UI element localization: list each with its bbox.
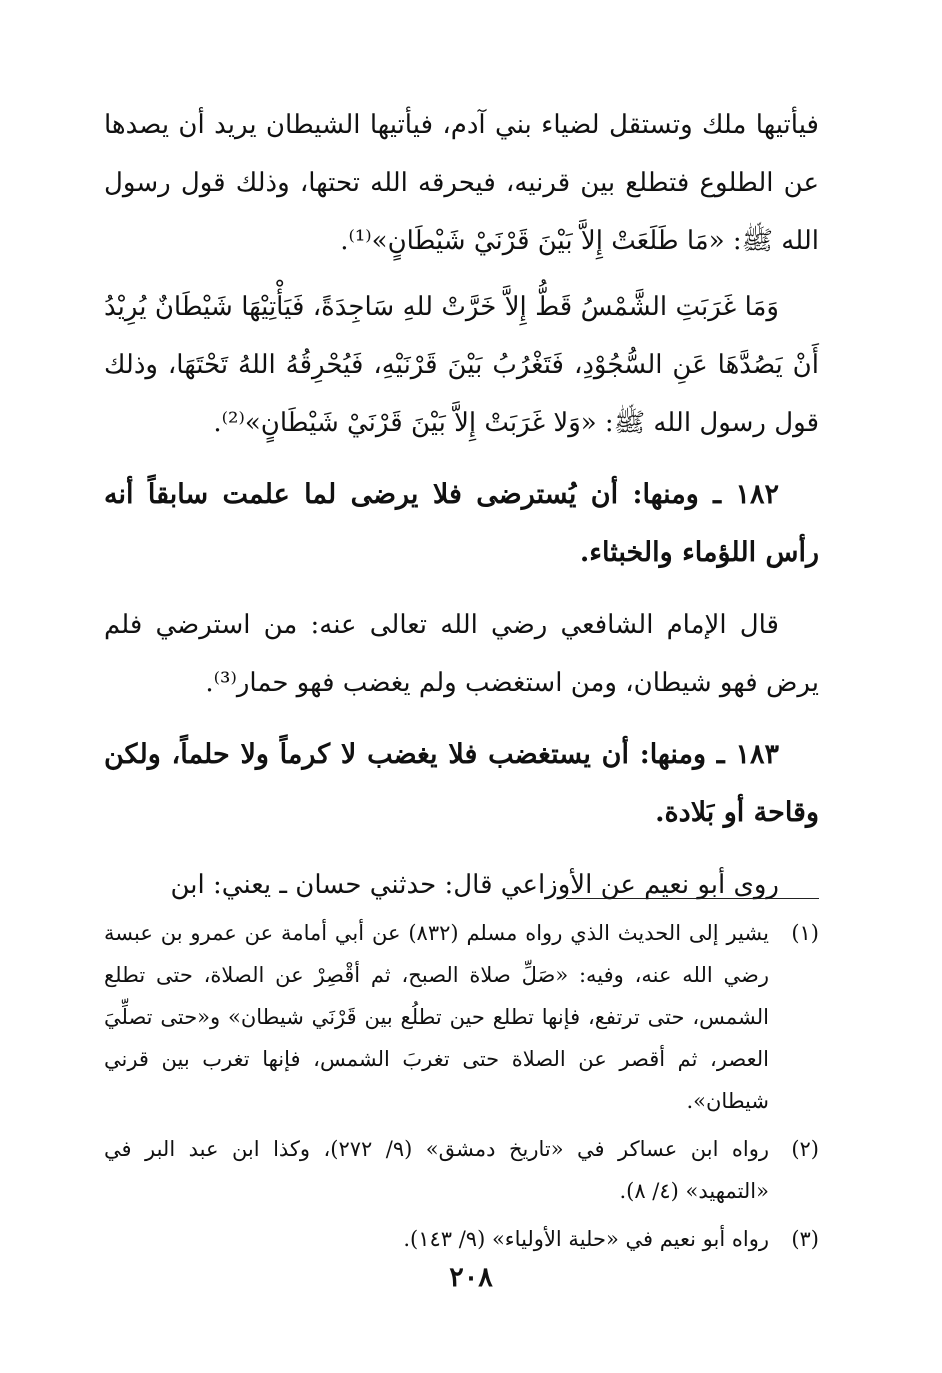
section-heading-183: ١٨٣ ـ ومنها: أن يستغضب فلا يغضب لا كرماً ولا حلماً، ولكن وقاحة أو بَلادة. <box>104 739 819 828</box>
footnote-1 <box>104 912 819 1122</box>
footnote-text: رواه أبو نعيم في «حلية الأولياء» (٩/ ١٤٣). <box>403 1227 769 1251</box>
page-number: ٢٠٨ <box>449 1262 493 1293</box>
footnote-number: (٣) <box>791 1227 819 1251</box>
footnote-number: (١) <box>791 921 819 945</box>
footnote-divider <box>566 898 819 899</box>
footnotes <box>104 912 819 1266</box>
paragraph-shafii: قال الإمام الشافعي رضي الله تعالى عنه: من استرضي فلم يرض فهو شيطان، ومن استغضب ولم يغضب فهو حمار⁽³⁾. <box>104 610 819 698</box>
footnote-3 <box>104 1218 819 1260</box>
paragraph-abu-nuaym: روى أبو نعيم عن الأوزاعي قال: حدثني حسان ـ يعني: ابن <box>170 870 779 900</box>
footnote-number: (٢) <box>791 1137 819 1161</box>
footnote-text: يشير إلى الحديث الذي رواه مسلم (٨٣٢) عن أبي أمامة عن عمرو بن عبسة رضي الله عنه، وفيه: «صَلِّ صلاة الصبح، ثم أقْصِرْ عن الصلاة، حتى تطلع الشمس، حتى ترتفع، فإنها تطلع حين تطلُع بين قَرْنَي شيطان» و«حتى تصلِّيَ العصر، ثم أقصر عن الصلاة حتى تغربَ الشمس، فإنها تغرب بين قرني شيطان». <box>104 921 770 1113</box>
footnote-text: رواه ابن عساكر في «تاريخ دمشق» (٩/ ٢٧٢)، وكذا ابن عبد البر في «التمهيد» (٤/ ٨). <box>104 1137 769 1203</box>
paragraph-sunrise: فيأتيها ملك وتستقل لضياء بني آدم، فيأتيها الشيطان يريد أن يصدها عن الطلوع فتطلع بين قرنيه، فيحرقه الله تحتها، وذلك قول رسول الله ﷺ: «مَا طَلَعَتْ إِلاَّ بَيْنَ قَرْنَيْ شَيْطَانٍ»⁽¹⁾. <box>104 110 819 256</box>
main-text <box>104 96 819 914</box>
section-heading-182: ١٨٢ ـ ومنها: أن يُسترضى فلا يرضى لما علمت سابقاً أنه رأس اللؤماء والخبثاء. <box>104 479 819 568</box>
paragraph-sunset: وَمَا غَرَبَتِ الشَّمْسُ قَطُّ إِلاَّ خَرَّتْ للهِ سَاجِدَةً، فَيَأْتِيْهَا شَيْطَانٌ يُرِيْدُ أَنْ يَصُدَّهَا عَنِ السُّجُوْدِ، فَتَغْرُبُ بَيْنَ قَرْنَيْهِ، فَيُحْرِقُهُ اللهُ تَحْتَهَا، وذلك قول رسول الله ﷺ: «وَلا غَرَبَتْ إِلاَّ بَيْنَ قَرْنَيْ شَيْطَانٍ»⁽²⁾. <box>104 292 819 438</box>
footnote-2 <box>104 1128 819 1212</box>
